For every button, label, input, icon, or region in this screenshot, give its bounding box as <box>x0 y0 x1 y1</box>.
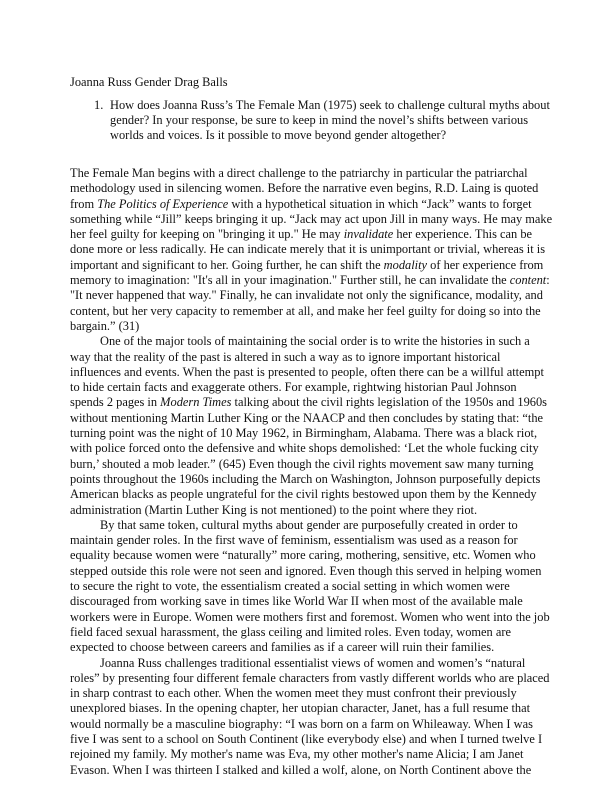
body-line: field faced sexual harassment, the glass ceiling and limited roles. Even today, women are <box>70 624 511 639</box>
body-line: expected to choose between careers and families as if a career will ruin their families. <box>70 640 495 655</box>
essay-body <box>70 166 553 778</box>
body-line: unexplored biases. In the opening chapter, her utopian character, Janet, has a full resume that <box>70 701 531 716</box>
body-line: to secure the right to vote, the essentialism created a social setting in which women were <box>70 579 510 594</box>
question-text <box>94 98 550 143</box>
question-number: 1. <box>94 98 104 112</box>
paragraph-first-line: Joanna Russ challenges traditional essentialist views of women and women’s “natural <box>100 655 526 670</box>
italic-title: content <box>509 273 547 288</box>
body-line: discouraged from working save in times like World War II when most of the available male <box>70 594 523 609</box>
body-line: influences and events. When the past is presented to people, often there can be a willful attempt <box>70 364 544 379</box>
italic-title: Modern Times <box>160 395 232 410</box>
body-line: her feel guilty for keeping on "bringing it up." He may invalidate her experience. This can be <box>70 227 533 242</box>
body-line: workers were in Europe. Women were mothers first and foremost. Women who went into the job <box>70 609 550 624</box>
body-line: American blacks as people ungrateful for the civil rights bestowed upon them by the Kennedy <box>70 487 537 502</box>
question-line: How does Joanna Russ’s The Female Man (1975) seek to challenge cultural myths about <box>110 98 550 112</box>
question-line: worlds and voices. Is it possible to move beyond gender altogether? <box>110 128 447 142</box>
body-line: "It never happened that way." Finally, he can invalidate not only the significance, modality, and <box>70 288 543 303</box>
body-line: The Female Man begins with a direct challenge to the patriarchy in particular the patriarchal <box>70 166 528 180</box>
body-line: administration (Martin Luther King is not mentioned) to the point where they riot. <box>70 502 478 517</box>
body-line: memory to imagination: "It's all in your imagination." Further still, he can invalidate the content: <box>70 273 550 288</box>
body-line: from The Politics of Experience with a hypothetical situation in which “Jack” wants to forget <box>70 196 532 211</box>
body-line: methodology used in silencing women. Before the narrative even begins, R.D. Laing is quoted <box>70 181 539 196</box>
body-line: Evason. When I was thirteen I stalked and killed a wolf, alone, on North Continent above the <box>70 762 532 777</box>
italic-title: modality <box>383 257 428 272</box>
body-line: rejoined my family. My mother's name was Eva, my other mother's name Alicia; I am Janet <box>70 747 524 762</box>
body-line: something while “Jill” keeps bringing it up. “Jack may act upon Jill in many ways. He may make <box>70 211 553 226</box>
body-line: maintain gender roles. In the first wave of feminism, essentialism was used as a reason for <box>70 533 518 548</box>
body-line: bargain.” (31) <box>70 318 140 333</box>
body-line: to hide certain facts and exaggerate others. For example, rightwing historian Paul Johnson <box>70 380 517 395</box>
body-line: five I was sent to a school on South Continent (like everybody else) and when I turned twelve I <box>70 731 543 746</box>
body-line: way that the reality of the past is altered in such a way as to ignore important historical <box>70 349 501 364</box>
italic-title: invalidate <box>343 227 394 242</box>
body-line: done more or less radically. He can indicate merely that it is unimportant or trivial, whereas it is <box>70 242 546 257</box>
document-title: Joanna Russ Gender Drag Balls <box>70 75 228 89</box>
body-line: points throughout the 1960s including the March on Washington, Johnson purposefully depicts <box>70 471 541 486</box>
body-line: without mentioning Martin Luther King or the NAACP and then concludes by stating that: “the <box>70 410 544 425</box>
body-line: turning point was the night of 10 May 1962, in Birmingham, Alabama. There was a black riot, <box>70 426 538 441</box>
body-line: roles” by presenting four different female characters from vastly different worlds who are placed <box>70 670 550 685</box>
body-line: equality because women were “naturally” more caring, mothering, sensitive, etc. Women who <box>70 548 536 563</box>
question-line: gender? In your response, be sure to keep in mind the novel’s shifts between various <box>110 113 529 127</box>
body-line: burn,’ shouted a mob leader.” (645) Even though the civil rights movement saw many turning <box>70 456 534 471</box>
italic-title: The Politics of Experience <box>97 196 229 211</box>
body-line: important and significant to her. Going further, he can shift the modality of her experience from <box>70 257 544 272</box>
paragraph-first-line: One of the major tools of maintaining the social order is to write the histories in such a <box>100 334 530 349</box>
body-line: with police forced onto the defensive and white shops demolished: ‘Let the whole fucking city <box>70 441 539 456</box>
paragraph-first-line: By that same token, cultural myths about gender are purposefully created in order to <box>100 517 518 532</box>
body-line: spends 2 pages in Modern Times talking about the civil rights legislation of the 1950s and 1960s <box>70 395 547 410</box>
body-line: would normally be a masculine biography: “I was born on a farm on Whileaway. When I was <box>70 716 533 731</box>
body-line: in sharp contrast to each other. When the women meet they must confront their previously <box>70 686 517 701</box>
body-line: stepped outside this role were not seen and ignored. Even though this served in helping women <box>70 563 542 578</box>
body-line: content, but her very capacity to remember at all, and make her feel guilty for doing so into the <box>70 303 541 318</box>
